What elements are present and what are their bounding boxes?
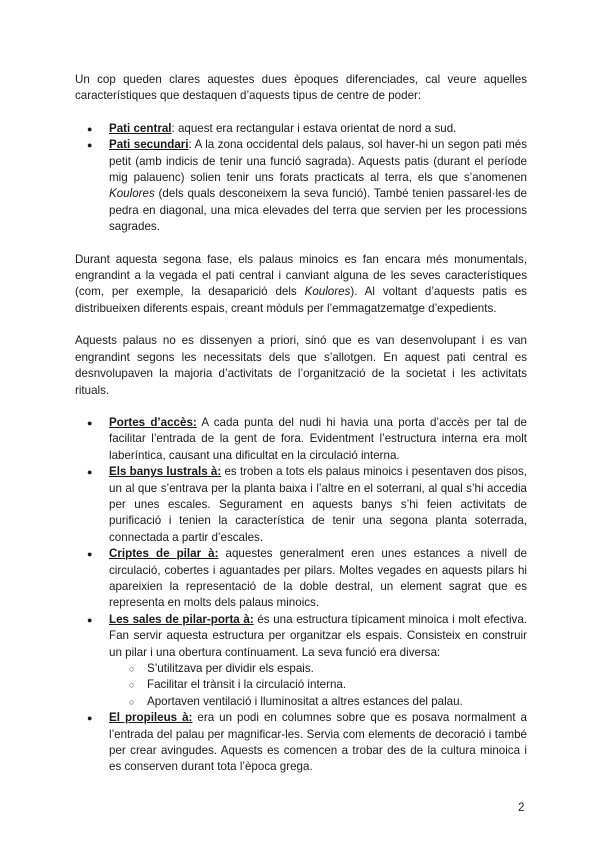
page-number: 2 <box>518 801 525 814</box>
paragraph-second-phase <box>75 252 527 318</box>
item-text: : A la zona occidental dels palaus, sol haver-hi un segon pati més petit (amb indicis de tenir una funció sagrada). Aquests patis (durant el període mig palauenc) solien tenir uns forats practicats al terra, els que s’anomenen <box>109 138 527 185</box>
list-item-banys <box>75 464 527 546</box>
item-text: : aquest era rectangular i estava orientat de nord a sud. <box>171 121 457 135</box>
sub-list <box>109 661 527 710</box>
sub-list-item: ○ Aportaven ventilació i lluminositat a altres estances del palau. <box>109 694 527 710</box>
list-item-sales <box>75 612 527 710</box>
list-item-pati-secundari <box>75 137 527 235</box>
para-text: Durant aquesta segona fase, els palaus minoics es fan encara més monumentals, engrandint a la vegada el pati central i canviant alguna de les seves característiques (com, per exemple, la desaparició dels <box>75 252 527 299</box>
item-text: és una estructura típicament minoica i molt efectiva. Fan servir aquesta estructura per organitzar els espais. Consisteix en construir un pilar i una obertura contínuament. La seva funció era diversa: <box>109 612 528 659</box>
term-sales: Les sales de pilar-porta à: <box>109 612 254 626</box>
intro-paragraph: Un cop queden clares aquestes dues èpoques diferenciades, cal veure aquelles característiques que destaquen d’aquests tipus de centre de poder: <box>75 73 527 103</box>
term-propileus: El propileus à: <box>109 711 193 725</box>
item-text: A cada punta del nudi hi havia una porta d’accès per tal de facilitar l’entrada de la gent de fora. Evidentment l’estructura interna era molt laberíntica, causant una dificultat en la circulació interna. <box>109 415 527 462</box>
term-pati-central: Pati central <box>109 121 172 135</box>
item-text: era un podi en columnes sobre que es posava normalment a l’entrada del palau per magnificar-les. Servia com elements de decoració i també per crear avingudes. Aquests es comencen a trobar des de la cultura minoica i es conserven durant tota l’època grega. <box>109 711 527 774</box>
list-item-portes <box>75 415 527 464</box>
item-text: es troben a tots els palaus minoics i pesentaven dos pisos, un al que s’entrava per la planta baixa i l’altre en el soterrani, al qual s’hi accedia per unes escales. Segurament en aquests banys s’hi feien activitats de purificació i tenien la característica de tenir una segona planta soterrada, connectada a partir d’escales. <box>109 465 527 544</box>
paragraph-palaces: Aquests palaus no es dissenyen a priori, sinó que es van desenvolupant i es van engrandint segons les necessitats dels que s’allotgen. En aquest pati central es desnvolupaven la majoria d’activitats de l’organització de la societat i les activitats rituals. <box>75 334 527 397</box>
list-item-pati-central <box>75 121 527 137</box>
page-content <box>75 72 527 776</box>
italic-term: Koulores <box>109 187 155 201</box>
italic-term: Koulores <box>304 285 351 299</box>
list-item-propileus <box>75 710 527 776</box>
term-pati-secundari: Pati secundari <box>109 138 189 152</box>
term-banys: Els banys lustrals à: <box>109 465 222 479</box>
list-item-criptes <box>75 546 527 612</box>
para-text: ). Al voltant d’aquests patis es distribueixen diferents espais, creant mòduls per l’emmagatzematge d’expedients. <box>75 285 527 315</box>
features-list-2 <box>75 415 527 776</box>
features-list-1 <box>75 121 527 236</box>
term-portes: Portes d’accès: <box>109 415 197 429</box>
item-text: aquestes generalment eren unes estances a nivell de circulació, cobertes i aguantades per pilars. Moltes vegades en aquests pilars hi apareixien la representació de la doble destral, un element sagrat que es representa en molts dels palaus minoics. <box>109 547 527 610</box>
item-text: (dels quals desconeixem la seva funció). També tenien passarel·les de pedra en diagonal, una mica elevades del terra que servien per les processions sagrades. <box>109 187 527 234</box>
sub-list-item: ○ Facilitar el trànsit i la circulació interna. <box>109 677 527 693</box>
sub-list-item: ○ S’utilitzava per dividir els espais. <box>109 661 527 677</box>
term-criptes: Criptes de pilar à: <box>109 547 219 561</box>
